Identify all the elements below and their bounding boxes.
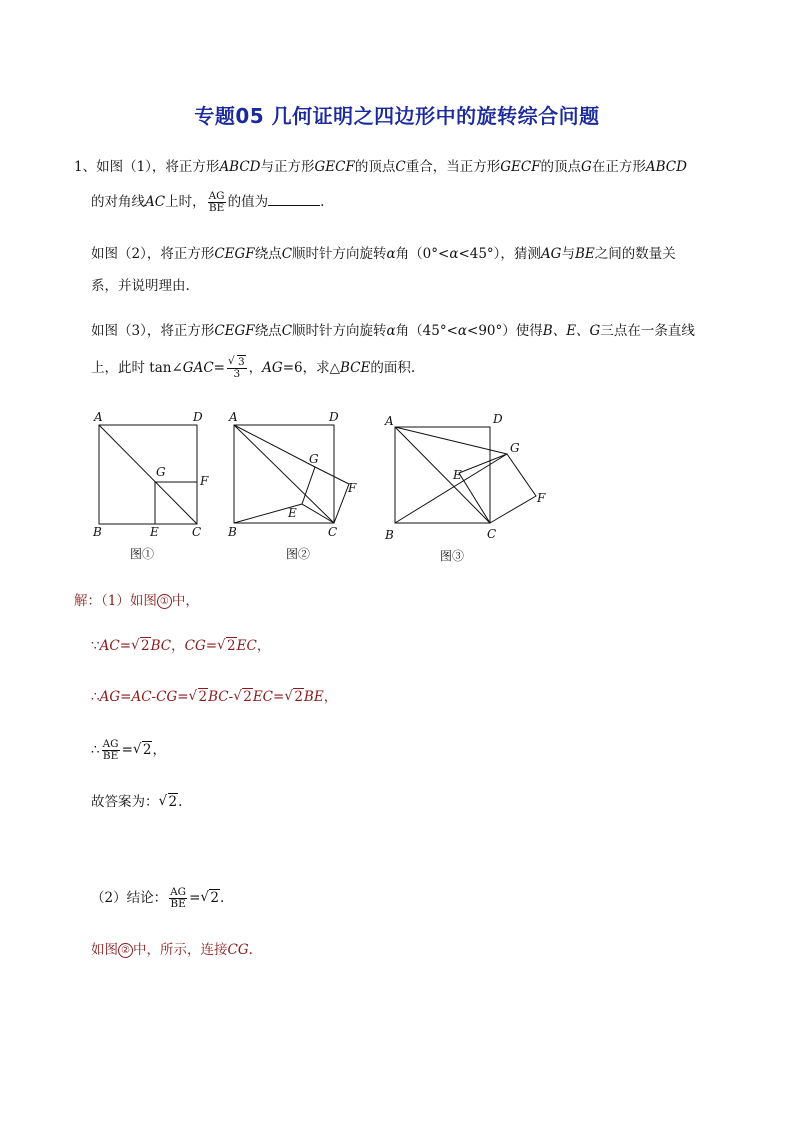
solution-line-2 <box>91 687 337 707</box>
text: = <box>205 638 218 654</box>
sqrt <box>133 740 153 760</box>
text: 角（45°< <box>395 323 458 339</box>
text: - <box>228 689 234 705</box>
text: 上时， <box>165 194 206 210</box>
sqrt-radicand: 2 <box>294 689 303 705</box>
text: . <box>178 794 183 810</box>
fraction-denominator: BE <box>102 750 119 762</box>
math-var: GECF <box>314 159 355 175</box>
math-var: α <box>457 323 468 339</box>
text: = <box>189 890 201 906</box>
fraction-denominator: 3 <box>233 368 241 380</box>
circled-number: ① <box>157 594 172 609</box>
math-var: ABCD <box>219 159 261 175</box>
label-f-1: F <box>200 474 209 488</box>
text: . <box>219 890 225 906</box>
solution-part2-line-2 <box>91 940 253 960</box>
text: ∴ <box>91 689 100 705</box>
text: 与 <box>561 246 575 262</box>
text: 的值为 <box>227 194 269 210</box>
label-c-3: C <box>487 527 497 541</box>
math-var: α <box>386 323 396 339</box>
solution-part2-conclusion <box>91 887 224 910</box>
figure-2-caption: 图② <box>286 547 311 561</box>
sqrt <box>200 888 220 908</box>
math-var: BC <box>150 638 172 654</box>
math-var: C <box>281 246 293 262</box>
text: 如图（2），将正方形 <box>91 246 215 262</box>
math-var: AC <box>99 638 120 654</box>
math-var: EC <box>252 689 273 705</box>
sqrt-radicand: 2 <box>227 638 236 654</box>
math-var: ABCD <box>645 159 687 175</box>
text: 的顶点 <box>540 159 582 175</box>
sqrt-radicand: 2 <box>142 742 152 758</box>
sqrt-radicand: 3 <box>237 356 245 368</box>
text: = <box>273 689 285 705</box>
math-var: BE <box>574 246 595 262</box>
text: （2）结论： <box>91 890 168 906</box>
math-var: G <box>581 159 592 175</box>
sqrt-radicand: 2 <box>141 638 150 654</box>
math-var: BE <box>303 689 324 705</box>
segment-ag-2 <box>234 425 315 467</box>
circled-number: ② <box>118 943 133 958</box>
sqrt <box>228 357 246 368</box>
text: 故答案为： <box>91 794 159 810</box>
problem-part3-line-2 <box>91 357 415 380</box>
solution-line-4 <box>91 792 182 812</box>
problem-part2-line-1 <box>91 244 676 264</box>
label-d-3: D <box>493 412 503 426</box>
text: = <box>120 689 132 705</box>
text: <45°），猜测 <box>458 246 541 262</box>
text: 绕点 <box>254 246 282 262</box>
problem-part3-line-1 <box>91 321 695 341</box>
label-f-3: F <box>537 491 546 505</box>
sqrt-radicand: 2 <box>168 794 178 810</box>
label-g-3: G <box>510 441 520 455</box>
problem-line-1 <box>74 157 687 177</box>
fraction-numerator: AG <box>102 738 119 750</box>
sqrt-radicand: 2 <box>243 689 252 705</box>
text: 在正方形 <box>591 159 646 175</box>
label-a-2: A <box>229 410 238 424</box>
fraction-ag-be <box>169 887 187 910</box>
page-title: 专题05 几何证明之四边形中的旋转综合问题 <box>194 104 600 128</box>
label-g-1: G <box>156 465 166 479</box>
diagonal-ac-3 <box>395 427 490 523</box>
sqrt <box>233 687 253 707</box>
label-c-2: C <box>328 525 338 539</box>
figure-1-caption: 图① <box>130 547 155 561</box>
label-b-1: B <box>93 525 102 539</box>
sqrt <box>217 636 237 656</box>
text: 的对角线 <box>91 194 145 210</box>
math-var: AC <box>131 689 152 705</box>
math-var: CG <box>184 638 206 654</box>
sqrt <box>159 792 179 812</box>
fraction-ag-be <box>208 191 226 214</box>
math-var: AC <box>145 194 166 210</box>
label-e-3: E <box>453 468 462 482</box>
label-f-2: F <box>348 481 357 495</box>
text: = <box>213 360 225 376</box>
fraction-numerator: AG <box>170 886 187 898</box>
square-cegf-3 <box>459 454 536 523</box>
text: 如图（3），将正方形 <box>91 323 215 339</box>
text: . <box>320 194 325 210</box>
text: 顺时针方向旋转 <box>292 246 387 262</box>
text: =6，求△ <box>282 360 340 376</box>
sqrt <box>284 687 304 707</box>
solution-line-3 <box>91 739 166 762</box>
text: 顺时针方向旋转 <box>292 323 387 339</box>
problem-line-2 <box>91 191 324 214</box>
sqrt-radicand: 2 <box>210 890 219 906</box>
math-var: C <box>281 323 293 339</box>
text: 中， <box>171 593 199 609</box>
text: 解：（1）如图 <box>74 593 157 609</box>
fraction-denominator: BE <box>170 898 186 910</box>
text: . <box>248 942 253 958</box>
text: ， <box>152 742 166 758</box>
fraction-numerator <box>227 357 247 369</box>
text: 角（0°< <box>395 246 450 262</box>
solution-intro <box>74 591 199 611</box>
fraction-ag-be <box>102 739 120 762</box>
label-e-2: E <box>288 506 297 520</box>
text: = <box>121 742 133 758</box>
text: ， <box>323 689 338 705</box>
sqrt <box>189 687 209 707</box>
math-var: C <box>395 159 406 175</box>
text: ， <box>256 638 271 654</box>
math-var: AG <box>99 689 121 705</box>
text: <90°）使得 <box>467 323 543 339</box>
label-a-1: A <box>94 410 103 424</box>
text: 如图 <box>91 942 118 958</box>
text: = <box>119 638 131 654</box>
text: ， <box>248 360 263 376</box>
label-d-2: D <box>329 410 339 424</box>
figure-1 <box>99 425 197 524</box>
math-var: CEGF <box>214 246 255 262</box>
label-a-3: A <box>385 414 394 428</box>
math-var: CG <box>227 942 249 958</box>
text: 重合，当正方形 <box>405 159 501 175</box>
text: 如图（1），将正方形 <box>96 159 220 175</box>
text: ， <box>171 638 185 654</box>
sqrt <box>131 636 151 656</box>
math-var: BC <box>208 689 229 705</box>
text: = <box>177 689 189 705</box>
text: 与正方形 <box>260 159 315 175</box>
diagonal-ac-2 <box>234 425 334 523</box>
text: 之间的数量关 <box>594 246 676 262</box>
figure-3-caption: 图③ <box>440 549 465 563</box>
text: 的顶点 <box>354 159 396 175</box>
diagonal-ac <box>99 425 197 524</box>
text: 的面积. <box>370 360 416 376</box>
text: 上，此时 tan∠ <box>91 360 183 376</box>
math-var: CEGF <box>214 323 255 339</box>
label-b-2: B <box>228 525 237 539</box>
solution-line-1 <box>91 636 270 656</box>
sqrt-radicand: 2 <box>198 689 208 705</box>
math-var: GAC <box>182 360 214 376</box>
text: ∵ <box>91 638 100 654</box>
problem-part2-line-2: 系，并说明理由. <box>91 278 190 294</box>
text: ∴ <box>91 742 100 758</box>
math-var: AG <box>262 360 283 376</box>
label-e-1: E <box>150 525 159 539</box>
math-var: BCE <box>340 360 371 376</box>
fraction-denominator: BE <box>208 202 225 214</box>
math-var: GECF <box>500 159 541 175</box>
label-g-2: G <box>309 452 319 466</box>
text: 中，所示，连接 <box>133 942 228 958</box>
fraction-sqrt3-over-3 <box>227 357 247 380</box>
math-var: α <box>386 246 396 262</box>
fraction-numerator: AG <box>208 190 225 202</box>
math-var: CG <box>156 689 178 705</box>
text: 三点在一条直线 <box>600 323 695 339</box>
text: - <box>151 689 157 705</box>
label-b-3: B <box>385 528 394 542</box>
math-var: α <box>449 246 459 262</box>
text: 绕点 <box>254 323 282 339</box>
math-var: AG <box>540 246 562 262</box>
math-var: EC <box>236 638 257 654</box>
answer-blank <box>268 191 320 206</box>
label-d-1: D <box>193 410 203 424</box>
geometry-figures <box>80 405 560 570</box>
label-c-1: C <box>192 525 202 539</box>
math-var: B、E、G <box>542 323 601 339</box>
problem-number: 1、 <box>74 159 97 175</box>
